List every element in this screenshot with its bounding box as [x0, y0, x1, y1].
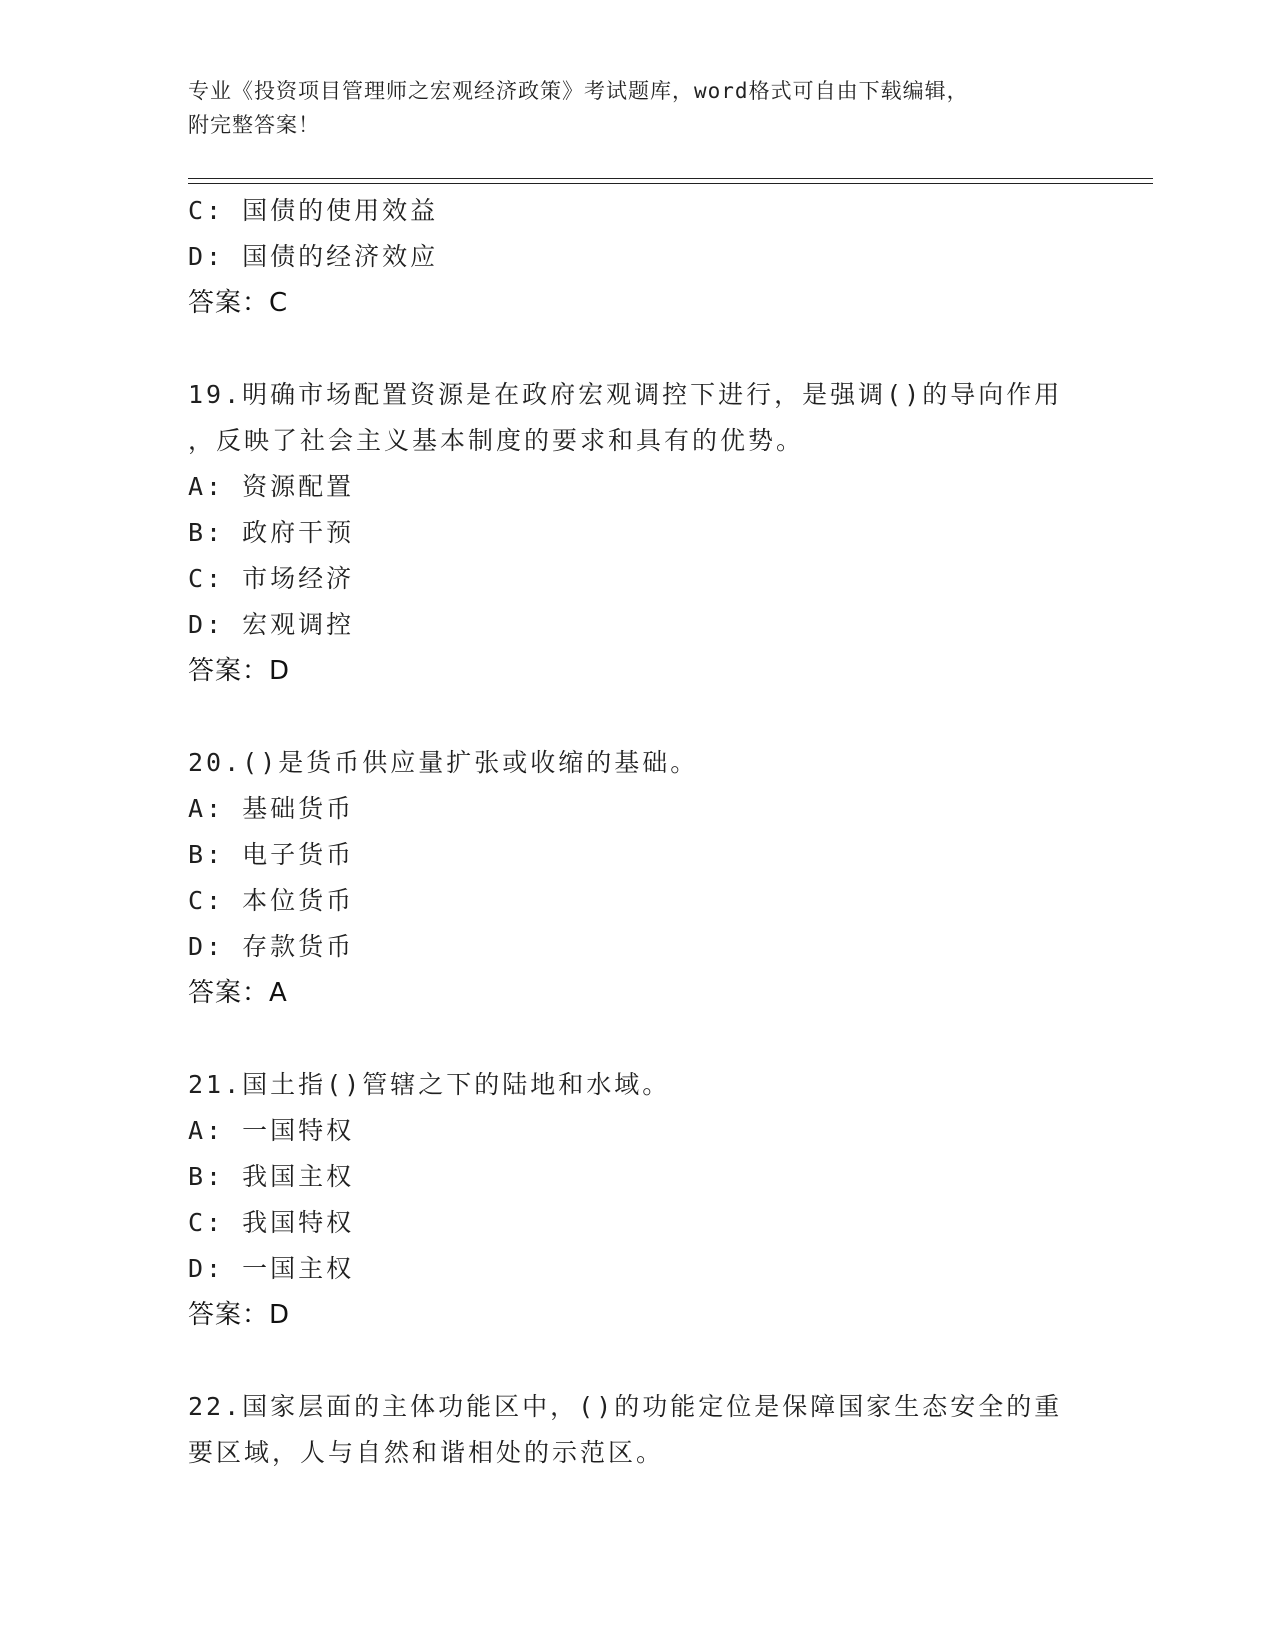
option-d: D: 国债的经济效应: [188, 242, 439, 271]
option-d: D: 存款货币: [188, 932, 355, 961]
spacer: [188, 326, 1088, 372]
option-c: C: 我国特权: [188, 1208, 355, 1237]
answer: 答案：D: [188, 1300, 291, 1330]
header-line-1: 专业《投资项目管理师之宏观经济政策》考试题库，word格式可自由下载编辑，: [188, 79, 969, 103]
question-stem: 19.明确市场配置资源是在政府宏观调控下进行，是强调()的导向作用: [188, 380, 1063, 409]
option-a: A: 一国特权: [188, 1116, 355, 1145]
question-19: [188, 372, 1088, 694]
answer: 答案：C: [188, 288, 289, 318]
answer: 答案：A: [188, 978, 288, 1008]
header-divider-top: [188, 178, 1153, 179]
spacer: [188, 694, 1088, 740]
option-b: B: 电子货币: [188, 840, 355, 869]
option-d: D: 一国主权: [188, 1254, 355, 1283]
question-20: [188, 740, 1088, 1016]
option-c: C: 市场经济: [188, 564, 355, 593]
document-header: [188, 74, 1088, 142]
header-divider-bottom: [188, 183, 1153, 184]
question-stem-continued: 要区域，人与自然和谐相处的示范区。: [188, 1438, 665, 1467]
question-18-tail: [188, 188, 1088, 326]
question-21: [188, 1062, 1088, 1338]
header-line-2: 附完整答案！: [188, 113, 320, 137]
question-stem: 20.()是货币供应量扩张或收缩的基础。: [188, 748, 699, 777]
question-stem: 22.国家层面的主体功能区中，()的功能定位是保障国家生态安全的重: [188, 1392, 1063, 1421]
question-stem-continued: ，反映了社会主义基本制度的要求和具有的优势。: [188, 426, 805, 455]
option-c: C: 国债的使用效益: [188, 196, 439, 225]
spacer: [188, 1338, 1088, 1384]
option-b: B: 政府干预: [188, 518, 355, 547]
question-stem: 21.国土指()管辖之下的陆地和水域。: [188, 1070, 671, 1099]
option-d: D: 宏观调控: [188, 610, 355, 639]
option-c: C: 本位货币: [188, 886, 355, 915]
option-a: A: 基础货币: [188, 794, 355, 823]
option-b: B: 我国主权: [188, 1162, 355, 1191]
answer: 答案：D: [188, 656, 291, 686]
question-22: [188, 1384, 1088, 1476]
question-list: [188, 188, 1088, 1476]
option-a: A: 资源配置: [188, 472, 355, 501]
spacer: [188, 1016, 1088, 1062]
